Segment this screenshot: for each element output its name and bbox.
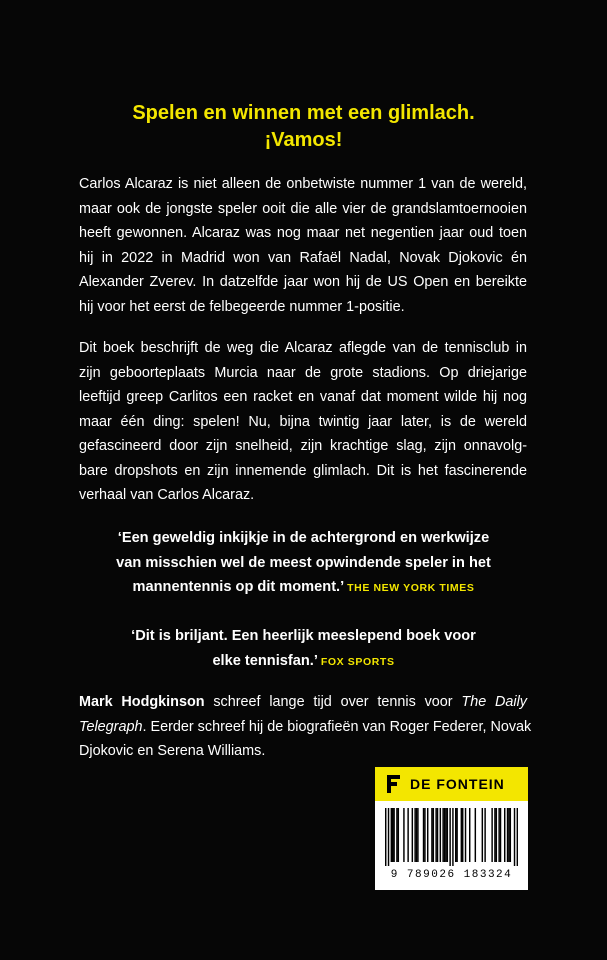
barcode-bar [498, 808, 499, 862]
paragraph-line: zijn geboorteplaats Murcia naar de grote stadions. Op driejarige [79, 364, 527, 381]
paragraph-line: maar ook de jongste speler ooit die alle vier de grandslamtoernooien [79, 200, 527, 217]
barcode-bars [385, 808, 518, 866]
barcode-bar [437, 808, 438, 862]
barcode-bar [435, 808, 436, 862]
quote-source: FOX SPORTS [320, 655, 395, 668]
paragraph-line: maar één ding: spelen! Nu, bijna twintig jaar later, is de wereld [79, 413, 527, 430]
fontein-f-logo-icon [387, 775, 401, 793]
author-bio [79, 690, 532, 764]
barcode-bar [417, 808, 418, 862]
author-name: Mark Hodgkinson [79, 694, 205, 710]
quote-line: elke tennisfan.’ [212, 652, 318, 669]
paragraph-line: leeftijd greep Carlitos een racket en vanaf dat moment wilde hij nog [79, 389, 527, 405]
barcode-bar [484, 808, 485, 862]
paragraph-line: bare dropshots en zijn innemende glimlach. Dit is het fascinerende [79, 462, 527, 479]
barcode-bar [500, 808, 501, 862]
quote-line-with-source [0, 575, 607, 601]
headline [0, 100, 607, 154]
barcode-bar [391, 808, 392, 862]
barcode [375, 801, 528, 890]
barcode-bar [392, 808, 393, 862]
barcode-bar [412, 808, 413, 862]
quote-line-with-source [0, 649, 607, 675]
barcode-bar [494, 808, 495, 862]
barcode-bar [444, 808, 445, 862]
barcode-bar [462, 808, 463, 862]
barcode-bar [424, 808, 425, 862]
bio-line-3: Djokovic en Serena Williams. [79, 743, 266, 759]
headline-line-1: Spelen en winnen met een glimlach. [132, 102, 475, 124]
barcode-bar [396, 808, 397, 862]
paragraph-line: Carlos Alcaraz is niet alleen de onbetwiste nummer 1 van de wereld, [79, 176, 527, 192]
bio-line-1 [79, 690, 527, 715]
barcode-bar [416, 808, 417, 862]
paragraph-line: heeft gewonnen. Alcaraz was nog maar net negentien jaar oud toen [79, 225, 527, 241]
barcode-bar [393, 808, 394, 862]
barcode-bar [445, 808, 446, 862]
bio-text: . Eerder schreef hij de biografieën van Roger Federer, Novak [142, 718, 532, 735]
barcode-bar [482, 808, 483, 862]
barcode-bar [407, 808, 408, 862]
barcode-bar [433, 808, 434, 862]
barcode-bar [510, 808, 511, 862]
barcode-bar [469, 808, 470, 862]
barcode-bar [452, 808, 453, 866]
barcode-bar [440, 808, 441, 862]
paragraph-line: hij in 2022 in Madrid won van Rafaël Nadal, Novak Djokovic én [79, 249, 527, 266]
quote-line: mannentennis op dit moment.’ [132, 579, 345, 595]
barcode-bar [517, 808, 518, 866]
headline-line-2: ¡Vamos! [264, 129, 343, 151]
bio-text: schreef lange tijd over tennis voor [204, 694, 462, 710]
barcode-bar [491, 808, 492, 862]
publisher-name: DE FONTEIN [410, 776, 505, 792]
quote-line: ‘Dit is briljant. Een heerlijk meeslepend boek voor [131, 628, 476, 644]
barcode-bar [403, 808, 404, 862]
barcode-bar [508, 808, 509, 862]
barcode-bar [449, 808, 450, 866]
description-paragraph-1 [79, 172, 527, 319]
paragraph-line: Dit boek beschrijft de weg die Alcaraz aflegde van de tennisclub in [79, 340, 527, 356]
barcode-bar [385, 808, 386, 866]
barcode-bar [504, 808, 505, 862]
bio-line-2 [79, 715, 532, 740]
quote-line: van misschien wel de meest opwindende speler in het [116, 554, 491, 571]
barcode-bar [427, 808, 428, 862]
newspaper-name: The Daily [461, 694, 527, 710]
barcode-bar [388, 808, 389, 866]
barcode-bar [514, 808, 515, 866]
quote-line: ‘Een geweldig inkijkje in de achtergrond en werkwijze [117, 530, 490, 546]
paragraph-line: hij voor het eerst de felbegeerde nummer 1-positie. [79, 298, 405, 315]
barcode-bar [465, 808, 466, 862]
barcode-bar [475, 808, 476, 862]
barcode-bar [461, 808, 462, 862]
barcode-bar [414, 808, 415, 862]
newspaper-name: Telegraph [79, 718, 143, 735]
barcode-bar [398, 808, 399, 862]
barcode-bar [496, 808, 497, 862]
isbn-number: 9 789026 183324 [390, 869, 513, 881]
description-paragraph-2 [79, 336, 527, 508]
barcode-bar [431, 808, 432, 862]
press-quote-1 [0, 526, 607, 601]
paragraph-line: gefascineerd door zijn snelheid, zijn krachtige slag, zijn onnavolg- [79, 438, 527, 454]
quote-source: THE NEW YORK TIMES [347, 582, 475, 594]
barcode-bar [423, 808, 424, 862]
paragraph-line: verhaal van Carlos Alcaraz. [79, 487, 255, 503]
paragraph-line: Alexander Zverev. In datzelfde jaar won hij de US Open en bereikte [79, 274, 527, 290]
barcode-bar [455, 808, 456, 862]
publisher-logo [375, 767, 528, 801]
press-quote-2 [0, 624, 607, 674]
barcode-bar [447, 808, 448, 862]
barcode-bar [442, 808, 443, 862]
barcode-bar [456, 808, 457, 862]
barcode-bar [507, 808, 508, 862]
